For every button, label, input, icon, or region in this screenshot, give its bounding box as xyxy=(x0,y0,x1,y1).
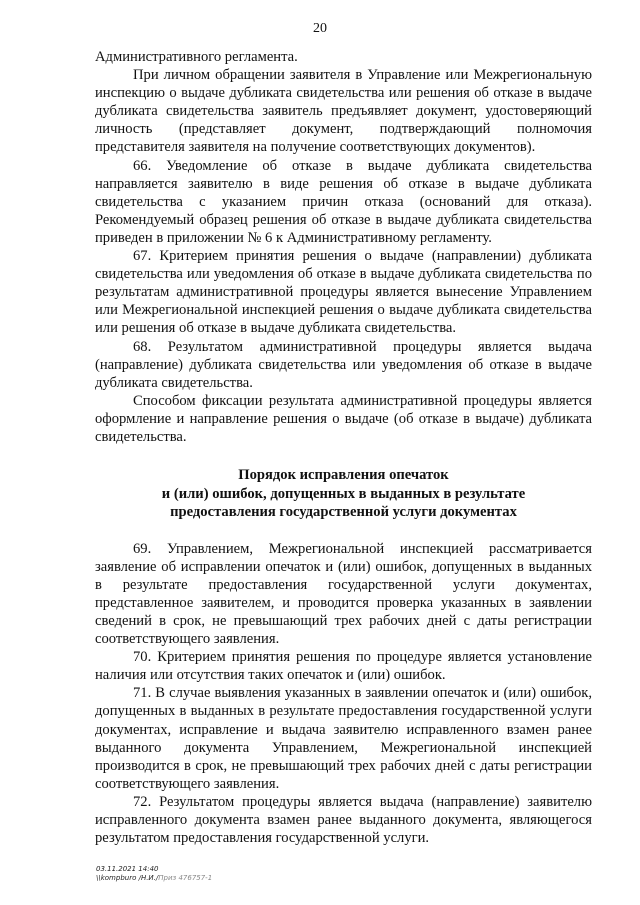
print-footer xyxy=(96,865,212,883)
footer-user: \\kompburo /Н.И./ xyxy=(96,874,159,882)
page-number: 20 xyxy=(313,21,327,36)
paragraph-continuation: Административного регламента. xyxy=(95,49,298,65)
paragraph-68: 68. Результатом административной процедуры является выдача (направление) дубликата свидетельства или уведомления об отказе в выдаче дубликата свидетельства. xyxy=(95,338,592,391)
footer-source xyxy=(96,874,212,883)
paragraph-fixation-method: Способом фиксации результата административной процедуры является оформление и направление решения о выдаче (об отказе в выдаче) дубликата свидетельства. xyxy=(95,392,592,445)
paragraph-66: 66. Уведомление об отказе в выдаче дубликата свидетельства направляется заявителю в виде решения об отказе в выдаче дубликата свидетельства с указанием причин отказа (оснований для отказа). Рекомендуемый образец решения об отказе в выдаче дубликата свидетельства приведен в приложении № 6 к Административному регламенту. xyxy=(95,157,592,246)
paragraph-70: 70. Критерием принятия решения по процедуре является установление наличия или отсутствия таких опечаток и (или) ошибок. xyxy=(95,649,592,684)
section-heading-line: и (или) ошибок, допущенных в выданных в результате xyxy=(161,485,526,502)
paragraph-personal-appeal: При личном обращении заявителя в Управление или Межрегиональную инспекцию о выдаче дубликата свидетельства или решения об отказе в выдаче дубликата свидетельства заявитель предъявляет документ, удостоверяющий личность (представляет документ, подтверждающий полномочия представителя заявителя на получение соответствующих документов). xyxy=(95,67,592,156)
paragraph-69: 69. Управлением, Межрегиональной инспекцией рассматривается заявление об исправлении опечаток и (или) ошибок, допущенных в выданных в результате предоставления государственной услуги документах, представленное заявителем, и проводится проверка указанных в заявлении сведений в срок, не превышающий трех рабочих дней с даты регистрации соответствующего заявления. xyxy=(95,540,592,648)
section-heading-line: предоставления государственной услуги документах xyxy=(170,504,517,521)
paragraph-67: 67. Критерием принятия решения о выдаче (направлении) дубликата свидетельства или уведомления об отказе в выдаче дубликата свидетельства по результатам административной процедуры является вынесение Управлением или Межрегиональной инспекцией решения о выдаче дубликата свидетельства или решения об отказе в выдаче дубликата свидетельства. xyxy=(95,248,592,337)
section-heading-line: Порядок исправления опечаток xyxy=(238,467,449,484)
section-heading xyxy=(95,466,592,522)
paragraph-72: 72. Результатом процедуры является выдача (направление) заявителю исправленного документа взамен ранее выданного документа, являющегося результатом предоставления государственной услуги. xyxy=(95,793,592,847)
footer-date: 03.11.2021 14:40 xyxy=(96,865,159,873)
document-body xyxy=(95,48,592,847)
paragraph-71: 71. В случае выявления указанных в заявлении опечаток и (или) ошибок, допущенных в выданных в результате предоставления государственной услуги документах, исправление и выдача заявителю исправленного взамен ранее выданного документа Управлением, Межрегиональной инспекцией производится в срок, не превышающий трех рабочих дней с даты регистрации соответствующего заявления. xyxy=(95,685,592,792)
footer-code: Приз 476757-1 xyxy=(158,874,213,882)
